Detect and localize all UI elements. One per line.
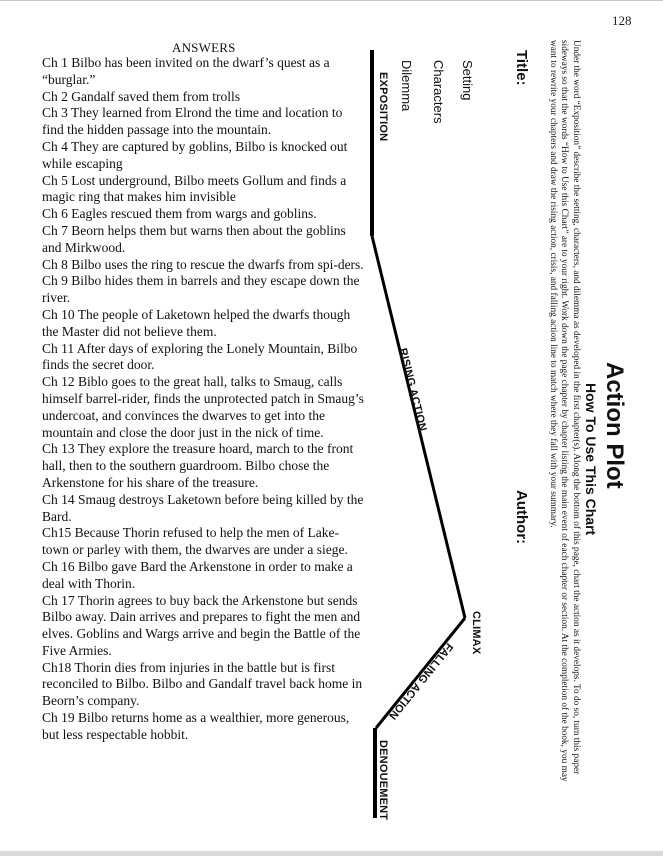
answer-line: Ch 3 They learned from Elrond the time and location to find the hidden passage into the mountain. xyxy=(42,105,343,138)
answer-line: Ch15 Because Thorin refused to help the men of Lake-town or parley with them, the dwarves are under a siege. xyxy=(42,525,348,558)
denouement-label: DENOUEMENT xyxy=(377,740,389,821)
title-field-label: Title: xyxy=(513,50,530,86)
answer-line: Ch 8 Bilbo uses the ring to rescue the dwarfs from spi-ders. xyxy=(42,256,364,272)
answer-line: Ch 5 Lost underground, Bilbo meets Gollum and finds a magic ring that makes him invisible xyxy=(42,172,347,205)
author-field-label: Author: xyxy=(513,490,530,545)
answer-line: Ch 9 Bilbo hides them in barrels and they escape down the river. xyxy=(42,273,360,306)
chart-title: Action Plot xyxy=(601,362,628,489)
answer-line: Ch 16 Bilbo gave Bard the Arkenstone in order to make a deal with Thorin. xyxy=(42,558,353,591)
setting-label: Setting xyxy=(460,60,475,101)
answer-line: Ch 6 Eagles rescued them from wargs and goblins. xyxy=(42,206,317,222)
answer-line: Ch 13 They explore the treasure hoard, march to the front hall, then to the southern guardroom. Bilbo chose the Arkenstone for his share of the treasure. xyxy=(42,441,354,490)
answer-line: Ch 17 Thorin agrees to buy back the Arkenstone but sends Bilbo away. Dain arrives and prepares to fight the men and elves. Goblins and Wargs arrive and begin the Battle of the Five Armies. xyxy=(42,592,361,658)
answer-line: Ch 14 Smaug destroys Laketown before being killed by the Bard. xyxy=(42,491,364,524)
characters-label: Characters xyxy=(431,60,446,124)
answers-heading: ANSWERS xyxy=(172,40,236,55)
exposition-label: EXPOSITION xyxy=(377,72,389,142)
answer-line: Ch18 Thorin dies from injuries in the battle but is first reconciled to Bilbo. Bilbo and Gandalf travel back home in Beorn’s company. xyxy=(42,659,363,709)
climax-label: CLIMAX xyxy=(470,611,482,655)
answer-line: Ch 4 They are captured by goblins, Bilbo is knocked out while escaping xyxy=(42,138,348,171)
answer-line: Ch 12 Biblo goes to the great hall, talks to Smaug, calls himself barrel-rider, finds the unprotected patch in Smaug’s undercoat, and convinces the dwarves to get into the mountain and close the door just in the nick of time. xyxy=(42,374,364,440)
answer-line: Ch 11 After days of exploring the Lonely Mountain, Bilbo finds the secret door. xyxy=(42,340,358,373)
answer-line: Ch 7 Beorn helps them but warns then about the goblins and Mirkwood. xyxy=(42,222,346,255)
answer-line: Ch 1 Bilbo has been invited on the dwarf’s quest as a “burglar.” xyxy=(42,55,330,87)
page-number: 128 xyxy=(612,13,632,28)
chart-subtitle: How To Use This Chart xyxy=(583,383,599,536)
dilemma-label: Dilemma xyxy=(399,60,414,112)
falling-action-label: FALLING ACTION xyxy=(386,640,455,722)
answer-line: Ch 19 Bilbo returns home as a wealthier, more generous, but less respectable hobbit. xyxy=(42,710,350,742)
answer-line: Ch 10 The people of Laketown helped the dwarfs though the Master did not believe them. xyxy=(42,306,351,339)
rising-action-label: RISING ACTION xyxy=(396,347,429,433)
chart-instructions: Under the word “Exposition” describe the setting, characters, and dilemma as developed in the first chapter(s). Along the bottom of this page, chart the action as it develops. To do so, turn this paper sideways so that the words “How to Use this Chart” are to your right. Work down the page chapter by chapter listing the main event of each chapter or section. At the completion of the book, you may want to rewrite your chapters and draw the rising action, crisis, and falling action line to match where they fall with your summary. xyxy=(548,40,581,782)
answer-line: Ch 2 Gandalf saved them from trolls xyxy=(42,88,240,104)
